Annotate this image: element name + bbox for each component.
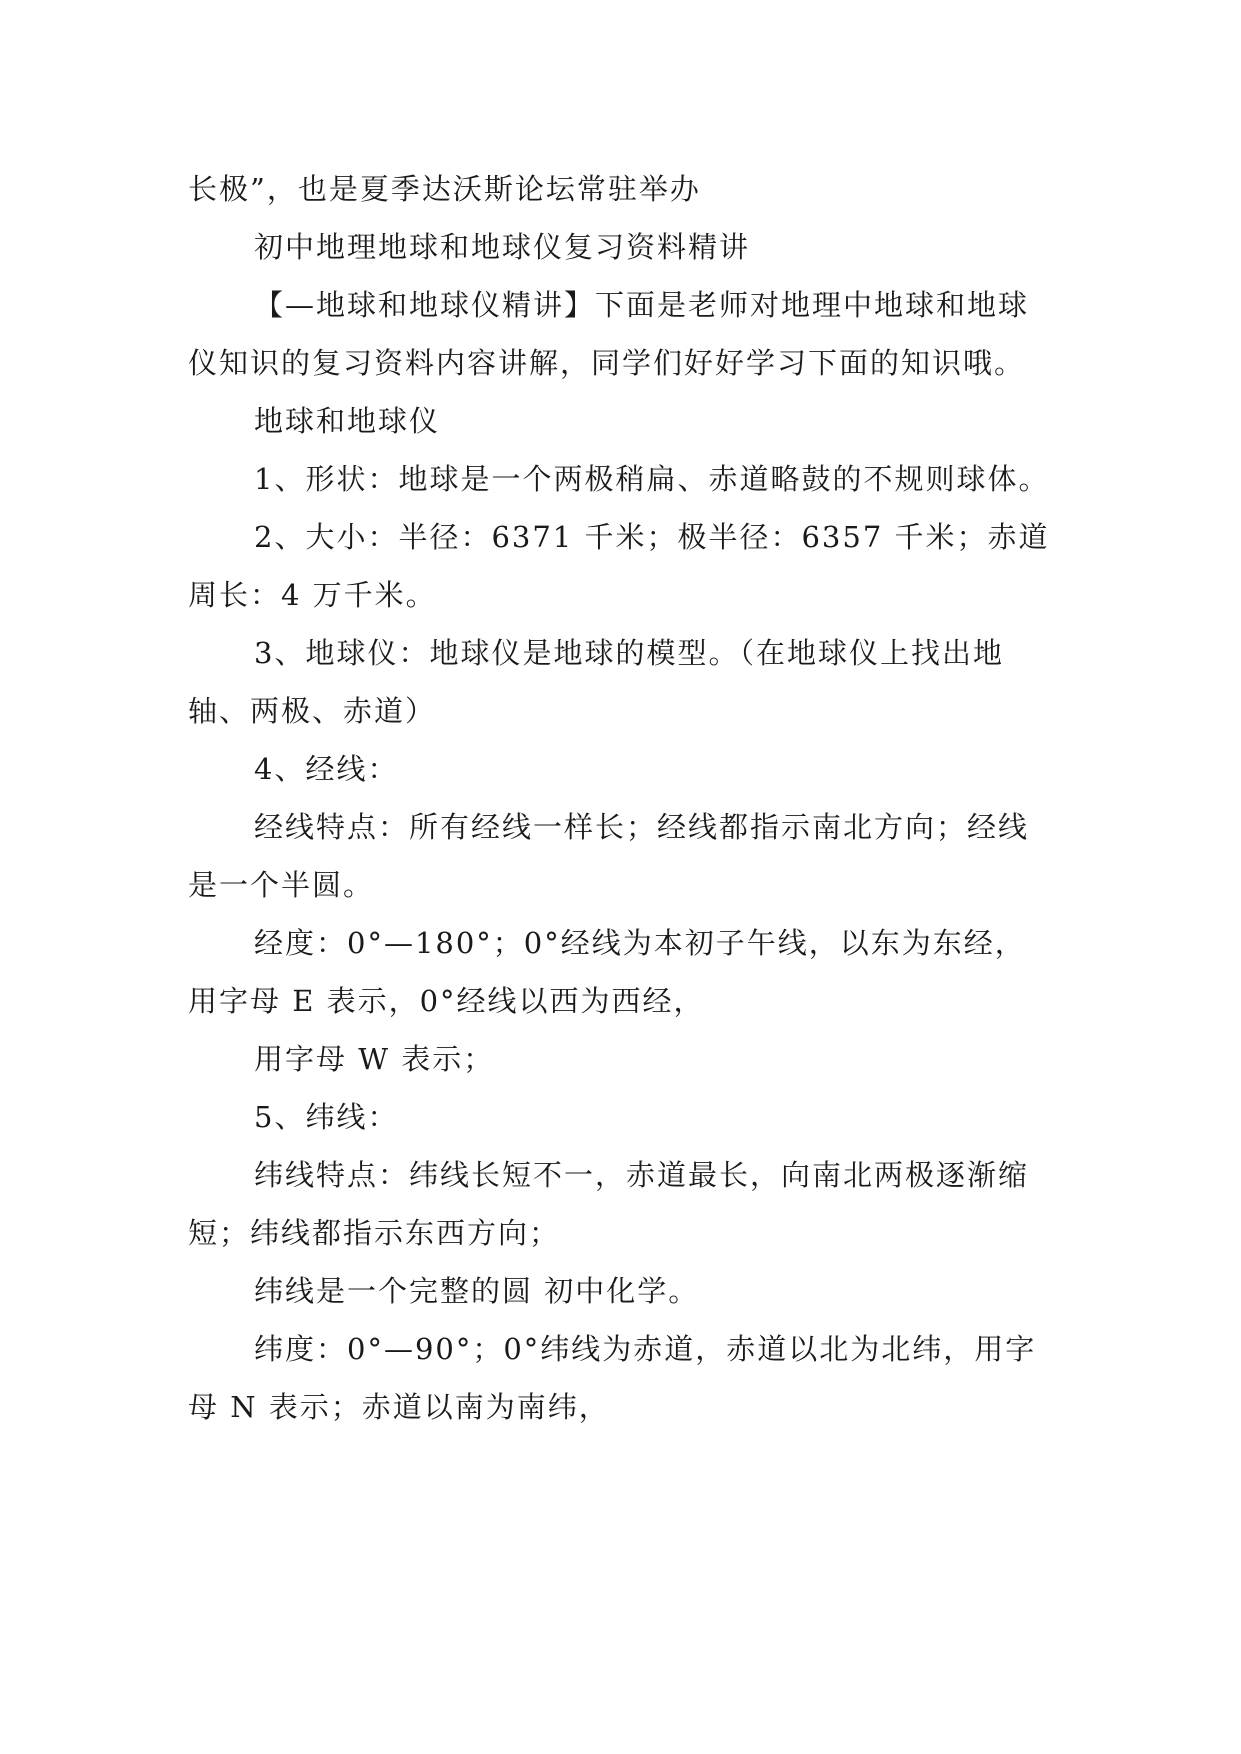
paragraph-meridian-heading: 4、经线：: [254, 752, 399, 786]
paragraph-globe: 3、地球仪：地球仪是地球的模型。（在地球仪上找出地轴、两极、赤道）: [188, 636, 1004, 728]
paragraph-size: 2、大小：半径：6371 千米；极半径：6357 千米；赤道周长：4 万千米。: [188, 520, 1050, 612]
paragraph-meridian-features: 经线特点：所有经线一样长；经线都指示南北方向；经线是一个半圆。: [188, 810, 1030, 902]
paragraph-intro: 【—地球和地球仪精讲】下面是老师对地理中地球和地球仪知识的复习资料内容讲解，同学们好好学习下面的知识哦。: [188, 288, 1030, 380]
paragraph-parallel-circle: 纬线是一个完整的圆 初中化学。: [254, 1274, 700, 1308]
paragraph-longitude-west: 用字母 W 表示；: [254, 1042, 495, 1076]
paragraph-parallel-heading: 5、纬线：: [254, 1100, 399, 1134]
paragraph-latitude: 纬度：0°—90°；0°纬线为赤道，赤道以北为北纬，用字母 N 表示；赤道以南为南纬，: [188, 1332, 1037, 1424]
paragraph-shape: 1、形状：地球是一个两极稍扁、赤道略鼓的不规则球体。: [254, 462, 1050, 496]
article-title: 初中地理地球和地球仪复习资料精讲: [254, 230, 751, 264]
paragraph-parallel-features: 纬线特点：纬线长短不一，赤道最长，向南北两极逐渐缩短；纬线都指示东西方向；: [188, 1158, 1030, 1250]
paragraph-longitude: 经度：0°—180°；0°经线为本初子午线，以东为东经，用字母 E 表示，0°经线以西为西经，: [188, 926, 1026, 1018]
section-heading: 地球和地球仪: [254, 404, 441, 438]
document-body: [188, 160, 1054, 1436]
paragraph-continuation: 长极”，也是夏季达沃斯论坛常驻举办: [188, 172, 701, 206]
